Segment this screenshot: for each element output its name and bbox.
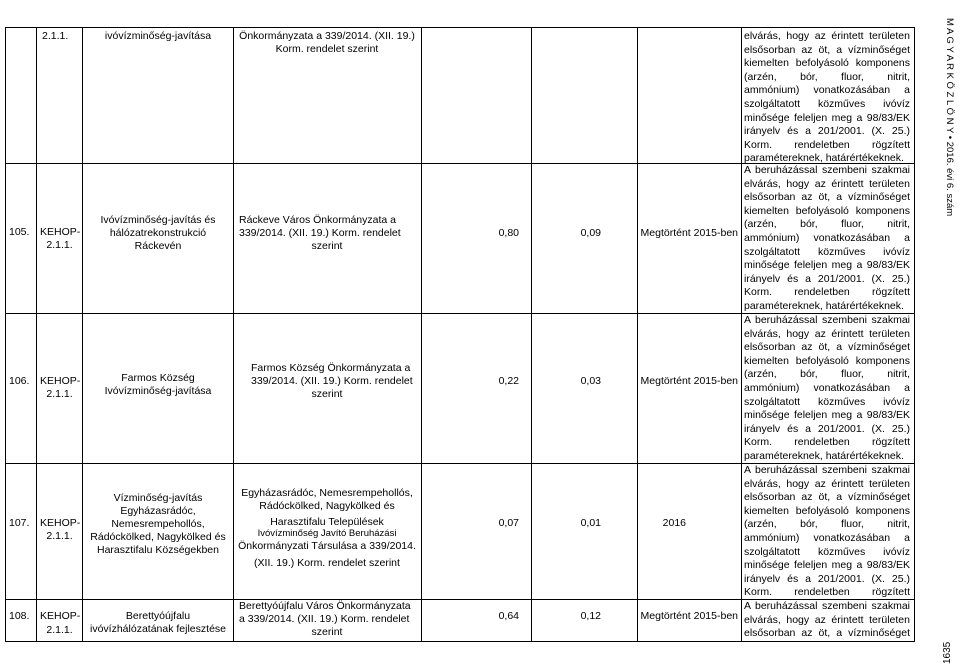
- row-decree: Harasztifalu Települések: [270, 516, 384, 528]
- row-divider: [5, 27, 915, 28]
- row-project: Egyházasrádóc,: [120, 505, 196, 517]
- row-decree: szerint: [311, 240, 343, 252]
- column-divider: [914, 27, 915, 642]
- row-number: 107.: [9, 517, 30, 529]
- row-project: Rádóckölked, Nagykölked és: [90, 531, 226, 543]
- column-divider: [36, 27, 37, 642]
- column-divider: [82, 27, 83, 642]
- row-project: Harasztifalu Községekben: [97, 544, 219, 556]
- column-divider: [421, 27, 422, 642]
- row-decree: Egyházasrádóc, Nemesrempehollós,: [241, 487, 413, 499]
- row-project: Nemesrempehollós,: [111, 518, 205, 530]
- status: Megtörtént 2015-ben: [640, 227, 738, 239]
- row-project: hálózatrekonstrukció: [109, 227, 207, 239]
- row-code: KEHOP-: [40, 226, 81, 238]
- row-project: Vízminőség-javítás: [113, 492, 203, 504]
- row-decree: (XII. 19.) Korm. rendelet szerint: [254, 557, 400, 569]
- conditions-text: A beruházással szembeni szakmai elvárás, hogy az érintett területen elsősorban az öt, a vízminőséget kiemelten befolyásoló komponens (arzén, bór, fluor, nitrit, ammónium) vonatkozásában a szolgáltatott közműves ivóvíz minősége feleljen meg a 98/83/EK irányelv és a 201/2001. (X. 25.) Korm. rendeletben rögzített: [744, 464, 910, 599]
- row-code: KEHOP-: [40, 517, 81, 529]
- value-2: 0,09: [580, 227, 601, 239]
- value-1: 0,07: [498, 517, 519, 529]
- row-number: 105.: [9, 226, 30, 238]
- row-project: ivóvízminőség-javítása: [104, 30, 212, 42]
- column-divider: [741, 27, 742, 642]
- row-decree: Önkormányzata a 339/2014. (XII. 19.): [239, 30, 415, 42]
- row-decree: Rádóckölked, Nagykölked és: [259, 500, 395, 512]
- conditions-text: A beruházással szembeni szakmai elvárás, hogy az érintett területen elsősorban az öt, a vízminőséget kiemelten befolyásoló komponens (arzén, bór, fluor, nitrit, ammónium) vonatkozásában a szolgáltatott közműves ivóvíz minősége feleljen meg a 98/83/EK irányelv és a 201/2001. (X. 25.) Korm. rendeletben rögzített paramétereknek, határértékeknek.: [744, 314, 910, 462]
- row-decree: Ivóvízminőség Javító Beruházási: [257, 528, 397, 539]
- row-project: Ivóvízminőség-javítása: [104, 385, 212, 397]
- conditions-text: A beruházással szembeni szakmai elvárás, hogy az érintett területen elsősorban az öt, a vízminőséget: [744, 600, 910, 640]
- row-code: 2.1.1.: [42, 30, 69, 42]
- value-1: 0,80: [498, 227, 519, 239]
- row-decree: Korm. rendelet szerint: [275, 43, 379, 55]
- conditions-text: elvárás, hogy az érintett területen elsősorban az öt, a vízminőséget kiemelten befolyásoló komponens (arzén, bór, fluor, nitrit, ammónium) vonatkozásában a szolgáltatott közműves ivóvíz minősége feleljen meg a 98/83/EK irányelv és a 201/2001. (X. 25.) Korm. rendeletben rögzített paramétereknek, határértékeknek.: [744, 30, 910, 165]
- value-1: 0,64: [498, 610, 519, 622]
- row-decree: szerint: [311, 626, 343, 638]
- row-code: 2.1.1.: [46, 624, 73, 636]
- row-number: 106.: [9, 375, 30, 387]
- row-code: KEHOP-: [40, 375, 81, 387]
- row-decree: a 339/2014. (XII. 19.) Korm. rendelet: [239, 613, 410, 625]
- row-code: 2.1.1.: [46, 388, 73, 400]
- status: Megtörtént 2015-ben: [640, 610, 738, 622]
- column-divider: [531, 27, 532, 642]
- running-header: M A G Y A R K Ö Z L Ö N Y • 2016. évi 6. szám: [944, 18, 955, 217]
- value-2: 0,03: [580, 375, 601, 387]
- row-number: 108.: [9, 610, 30, 622]
- value-2: 0,01: [580, 517, 601, 529]
- row-code: 2.1.1.: [46, 239, 73, 251]
- column-divider: [5, 27, 6, 642]
- row-decree: Farmos Község Önkormányzata a: [251, 362, 411, 374]
- row-project: Farmos Község: [121, 372, 195, 384]
- column-divider: [637, 27, 638, 642]
- row-code: KEHOP-: [40, 610, 81, 622]
- row-project: Ivóvízminőség-javítás és: [100, 214, 216, 226]
- status: 2016: [662, 517, 686, 529]
- row-decree: Önkormányzati Társulása a 339/2014.: [238, 540, 416, 552]
- value-1: 0,22: [498, 375, 519, 387]
- status: Megtörtént 2015-ben: [640, 375, 738, 387]
- value-2: 0,12: [580, 610, 601, 622]
- conditions-text: A beruházással szembeni szakmai elvárás, hogy az érintett területen elsősorban az öt, a vízminőséget kiemelten befolyásoló komponens (arzén, bór, fluor, nitrit, ammónium) vonatkozásában a szolgáltatott közműves ivóvíz minősége feleljen meg a 98/83/EK irányelv és a 201/2001. (X. 25.) Korm. rendeletben rögzített paramétereknek, határértékeknek.: [744, 164, 910, 312]
- row-decree: szerint: [311, 388, 343, 400]
- page-number: 1635: [942, 641, 953, 664]
- row-project: ivóvízhálózatának fejlesztése: [90, 623, 226, 635]
- row-decree: 339/2014. (XII. 19.) Korm. rendelet: [239, 227, 401, 239]
- row-decree: Berettyóújfalu Város Önkormányzata: [239, 600, 411, 612]
- row-code: 2.1.1.: [46, 530, 73, 542]
- row-project: Ráckevén: [134, 240, 182, 252]
- row-project: Berettyóújfalu: [125, 610, 191, 622]
- row-decree: Ráckeve Város Önkormányzata a: [239, 214, 396, 226]
- row-divider: [5, 641, 915, 642]
- row-decree: 339/2014. (XII. 19.) Korm. rendelet: [251, 375, 413, 387]
